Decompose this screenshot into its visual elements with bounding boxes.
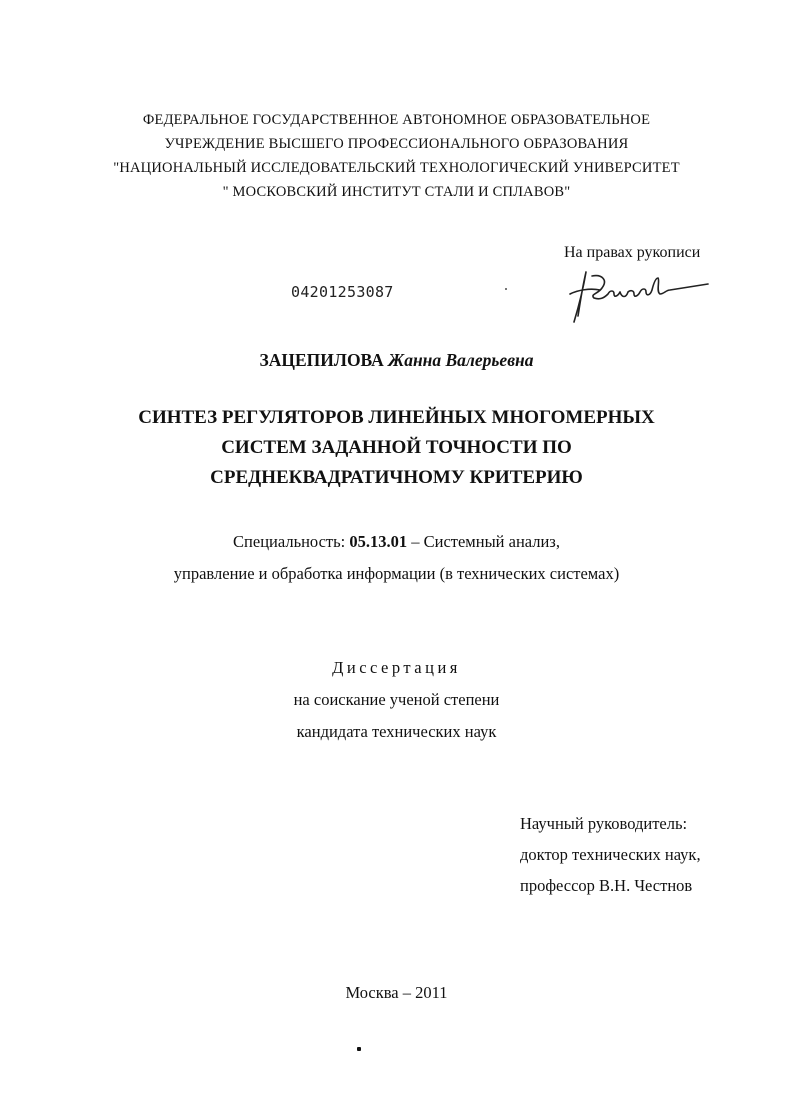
degree-line-1: на соискание ученой степени: [293, 690, 500, 709]
place-and-year: Москва – 2011: [345, 983, 448, 1002]
degree-line-2: кандидата технических наук: [296, 722, 497, 741]
organization-line-3: "НАЦИОНАЛЬНЫЙ ИССЛЕДОВАТЕЛЬСКИЙ ТЕХНОЛОГИЧЕСКИЙ УНИВЕРСИТЕТ: [113, 160, 680, 176]
organization-line-4: " МОСКОВСКИЙ ИНСТИТУТ СТАЛИ И СПЛАВОВ": [222, 184, 571, 200]
signature-icon: [556, 264, 716, 326]
specialty-line-1: [0, 526, 793, 558]
specialty: [0, 526, 793, 590]
dissertation-title: [0, 403, 793, 493]
specialty-name-part-2: управление и обработка информации (в технических системах): [173, 564, 620, 583]
organization-header: [0, 108, 793, 204]
dissertation-label: Диссертация: [332, 658, 461, 677]
advisor-name: профессор В.Н. Честнов: [520, 876, 693, 895]
title-line-1: СИНТЕЗ РЕГУЛЯТОРОВ ЛИНЕЙНЫХ МНОГОМЕРНЫХ: [138, 407, 655, 428]
specialty-label: Специальность:: [233, 532, 346, 551]
advisor-label: Научный руководитель:: [520, 814, 688, 833]
author-name: [0, 350, 793, 371]
author-given-names: Жанна Валерьевна: [388, 350, 534, 370]
dissertation-type: [0, 652, 793, 748]
scientific-advisor: [520, 808, 701, 901]
manuscript-rights-note: На правах рукописи: [564, 244, 701, 261]
document-code: 04201253087: [291, 283, 394, 301]
organization-line-1: ФЕДЕРАЛЬНОЕ ГОСУДАРСТВЕННОЕ АВТОНОМНОЕ ОБРАЗОВАТЕЛЬНОЕ: [142, 112, 651, 128]
scan-speck: [357, 1047, 361, 1051]
scan-speck: [505, 288, 507, 290]
specialty-code: 05.13.01: [349, 532, 408, 551]
title-line-3: СРЕДНЕКВАДРАТИЧНОМУ КРИТЕРИЮ: [210, 467, 583, 488]
title-line-2: СИСТЕМ ЗАДАННОЙ ТОЧНОСТИ ПО: [221, 437, 572, 458]
specialty-name-part-1: – Системный анализ,: [411, 532, 560, 551]
organization-line-2: УЧРЕЖДЕНИЕ ВЫСШЕГО ПРОФЕССИОНАЛЬНОГО ОБРАЗОВАНИЯ: [164, 136, 629, 152]
author-surname: ЗАЦЕПИЛОВА: [259, 350, 384, 370]
advisor-degree: доктор технических наук,: [520, 845, 701, 864]
